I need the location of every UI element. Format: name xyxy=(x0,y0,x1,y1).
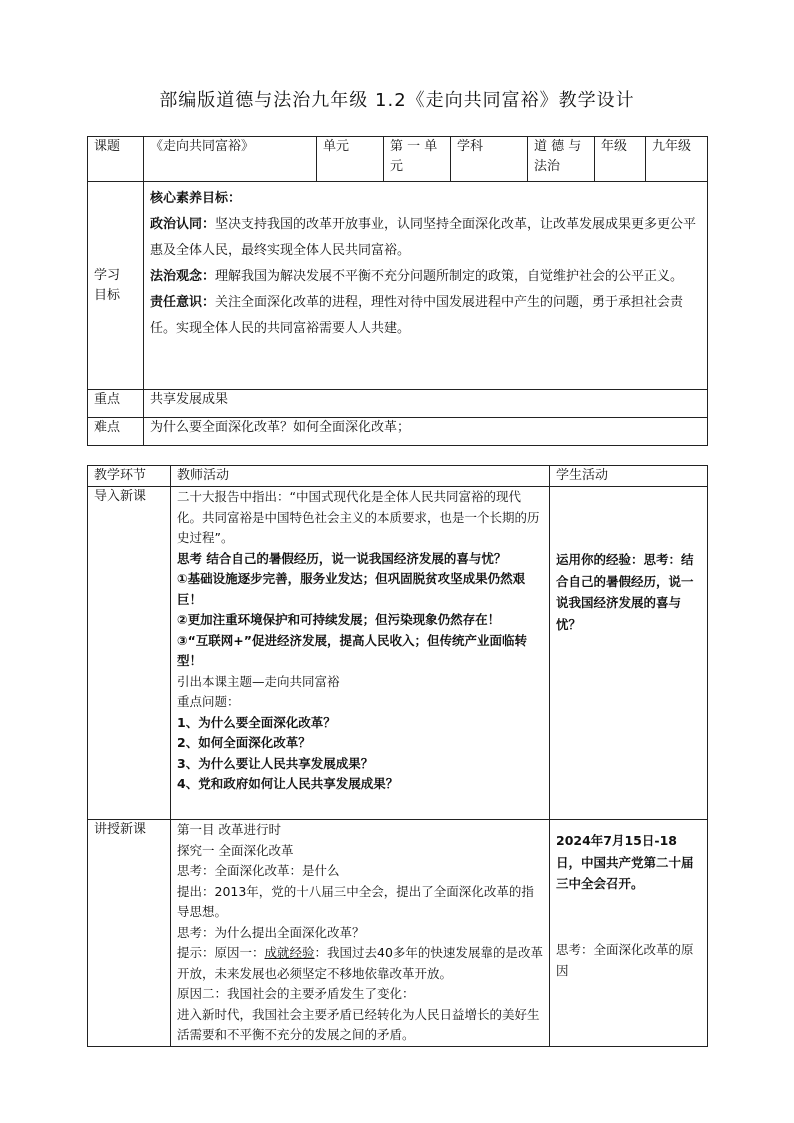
lecture-raise: 提出：2013年，党的十八届三中全会，提出了全面深化改革的指导思想。 xyxy=(177,883,534,919)
intro-theme: 引出本课主题—走向共同富裕 xyxy=(177,673,340,689)
lecture-contradiction: 进入新时代，我国社会主要矛盾已经转化为人民日益增长的美好生活需要和不平衡不充分的发展之间的矛盾。 xyxy=(177,1006,540,1042)
lecture-student-think: 思考：全面深化改革的原因 xyxy=(556,941,694,978)
goal-responsibility-text: 关注全面深化改革的进程，理性对待中国发展进程中产生的问题，勇于承担社会责任。实现全体人民的共同富裕需要人人共建。 xyxy=(150,295,684,336)
goal-political xyxy=(150,212,701,264)
goal-political-label: 政治认同： xyxy=(150,217,216,232)
goals-label: 学习 目标 xyxy=(88,182,144,390)
lecture-think-why: 思考：为什么提出全面深化改革？ xyxy=(177,924,365,940)
goal-responsibility xyxy=(150,290,701,342)
question-3: 3、为什么要让人民共享发展成果？ xyxy=(177,755,374,771)
goal-law xyxy=(150,264,701,290)
goal-political-text: 坚决支持我国的改革开放事业，认同坚持全面深化改革，让改革发展成果更多更公平惠及全体人民，最终实现全体人民共同富裕。 xyxy=(150,217,697,258)
goal-law-label: 法治观念： xyxy=(150,269,216,284)
lecture-student-activity xyxy=(550,820,708,1047)
subject-label: 学科 xyxy=(451,137,528,182)
intro-student-activity xyxy=(550,487,708,820)
goal-law-text: 理解我国为解决发展不平衡不充分问题所制定的政策，自觉维护社会的公平正义。 xyxy=(215,269,684,284)
subject-value: 道 德 与 法治 xyxy=(528,137,595,182)
grade-value: 九年级 xyxy=(646,137,708,182)
difficulty-value: 为什么要全面深化改革？如何全面深化改革； xyxy=(144,418,708,446)
header-teacher: 教师活动 xyxy=(171,466,550,487)
lecture-student-event: 2024年7月15日-18日，中国共产党第二十届三中全会召开。 xyxy=(556,833,694,891)
topic-label: 课题 xyxy=(88,137,144,182)
stage-lecture: 讲授新课 xyxy=(88,820,171,1047)
reason-1-prefix: 提示：原因一： xyxy=(177,945,265,960)
lecture-explore: 探究一 全面深化改革 xyxy=(177,842,294,858)
question-1: 1、为什么要全面深化改革？ xyxy=(177,714,336,730)
teaching-process-table xyxy=(87,465,708,1047)
reason-1-text: ：我国过去40多年的快速发展靠的是改革开放，未来发展也必须坚定不移地依靠改革开放。 xyxy=(177,945,543,981)
course-info-table xyxy=(87,136,708,446)
lecture-think-what: 思考：全面深化改革：是什么 xyxy=(177,863,340,878)
intro-point-1: ①基础设施逐步完善，服务业发达；但巩固脱贫攻坚成果仍然艰巨！ xyxy=(177,571,526,607)
lecture-teacher-activity xyxy=(171,820,550,1047)
intro-point-2: ②更加注重环境保护和可持续发展；但污染现象仍然存在！ xyxy=(177,612,501,627)
header-student: 学生活动 xyxy=(550,466,708,487)
goal-responsibility-label: 责任意识： xyxy=(150,295,216,310)
difficulty-label: 难点 xyxy=(88,418,144,446)
lecture-reason-1 xyxy=(177,943,543,984)
unit-value: 第 一 单 元 xyxy=(384,137,451,182)
question-4: 4、党和政府如何让人民共享发展成果？ xyxy=(177,776,399,791)
intro-think: 思考 结合自己的暑假经历，说一说我国经济发展的喜与忧？ xyxy=(177,550,507,566)
intro-student-text: 运用你的经验：思考：结合自己的暑假经历，说一说我国经济发展的喜与忧？ xyxy=(556,552,694,632)
stage-intro: 导入新课 xyxy=(88,487,171,820)
key-point-value: 共享发展成果 xyxy=(144,390,708,418)
intro-key-questions: 重点问题： xyxy=(177,694,240,709)
goals-heading: 核心素养目标： xyxy=(150,191,242,206)
header-stage: 教学环节 xyxy=(88,466,171,487)
unit-label: 单元 xyxy=(317,137,384,182)
lecture-section: 第一目 改革进行时 xyxy=(177,822,281,837)
topic-value: 《走向共同富裕》 xyxy=(144,137,317,182)
document-title: 部编版道德与法治九年级 1.2《走向共同富裕》教学设计 xyxy=(159,90,635,111)
key-point-label: 重点 xyxy=(88,390,144,418)
reason-1-highlight: 成就经验 xyxy=(264,945,315,960)
lecture-reason-2: 原因二：我国社会的主要矛盾发生了变化： xyxy=(177,986,415,1001)
intro-point-3: ③“互联网+”促进经济发展，提高人民收入；但传统产业面临转型！ xyxy=(177,632,527,668)
goals-content xyxy=(144,182,708,390)
question-2: 2、如何全面深化改革？ xyxy=(177,735,311,750)
intro-teacher-activity xyxy=(171,487,550,820)
intro-quote: 二十大报告中指出：“中国式现代化是全体人民共同富裕的现代化。共同富裕是中国特色社会主义的本质要求，也是一个长期的历史过程”。 xyxy=(177,489,540,545)
grade-label: 年级 xyxy=(595,137,646,182)
